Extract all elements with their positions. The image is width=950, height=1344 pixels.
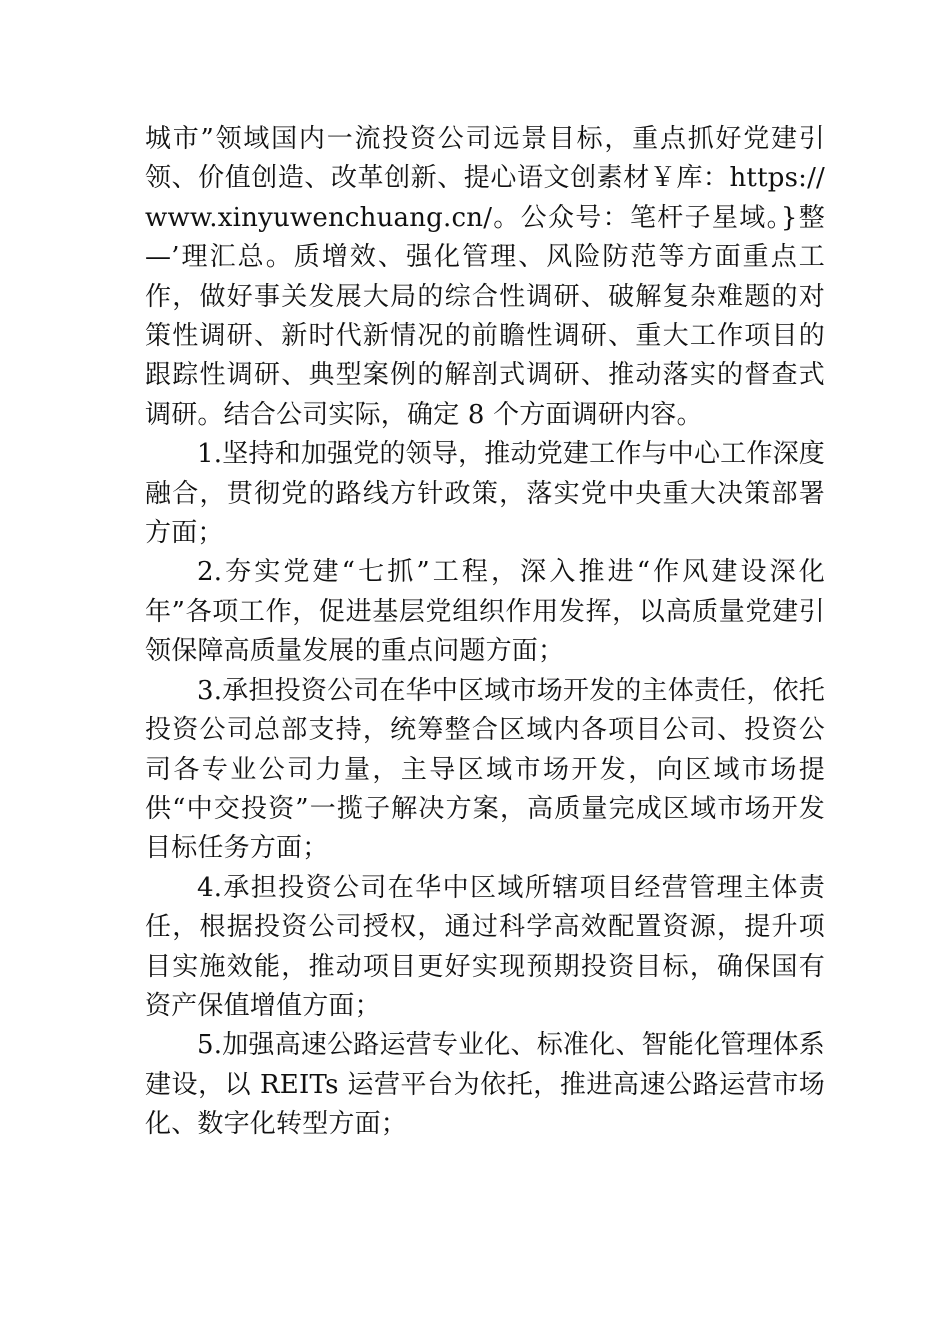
- intro-paragraph: 城市”领域国内一流投资公司远景目标，重点抓好党建引领、价值创造、改革创新、提心语文创素材￥库：https:// www.xinyuwenchuang.cn/。公众号：笔杆子星域。}整—’理汇总。质增效、强化管理、风险防范等方面重点工作，做好事关发展大局的综合性调研、破解复杂难题的对策性调研、新时代新情况的前瞻性调研、重大工作项目的跟踪性调研、典型案例的解剖式调研、推动落实的督查式调研。结合公司实际，确定 8 个方面调研内容。: [145, 124, 825, 430]
- item-paragraph-2: 2.夯实党建“七抓”工程，深入推进“作风建设深化年”各项工作，促进基层党组织作用发挥，以高质量党建引领保障高质量发展的重点问题方面；: [145, 557, 825, 667]
- item-paragraph-3: 3.承担投资公司在华中区域市场开发的主体责任，依托投资公司总部支持，统筹整合区域内各项目公司、投资公司各专业公司力量，主导区域市场开发，向区域市场提供“中交投资”一揽子解决方案，高质量完成区域市场开发目标任务方面；: [145, 675, 825, 864]
- item-paragraph-4: 4.承担投资公司在华中区域所辖项目经营管理主体责任，根据投资公司授权，通过科学高效配置资源，提升项目实施效能，推动项目更好实现预期投资目标，确保国有资产保值增值方面；: [145, 872, 825, 1021]
- document-body: [145, 120, 825, 1145]
- item-paragraph-1: 1.坚持和加强党的领导，推动党建工作与中心工作深度融合，贯彻党的路线方针政策，落实党中央重大决策部署方面；: [145, 439, 825, 549]
- item-paragraph-5: 5.加强高速公路运营专业化、标准化、智能化管理体系建设，以 REITs 运营平台为依托，推进高速公路运营市场化、数字化转型方面；: [145, 1030, 825, 1140]
